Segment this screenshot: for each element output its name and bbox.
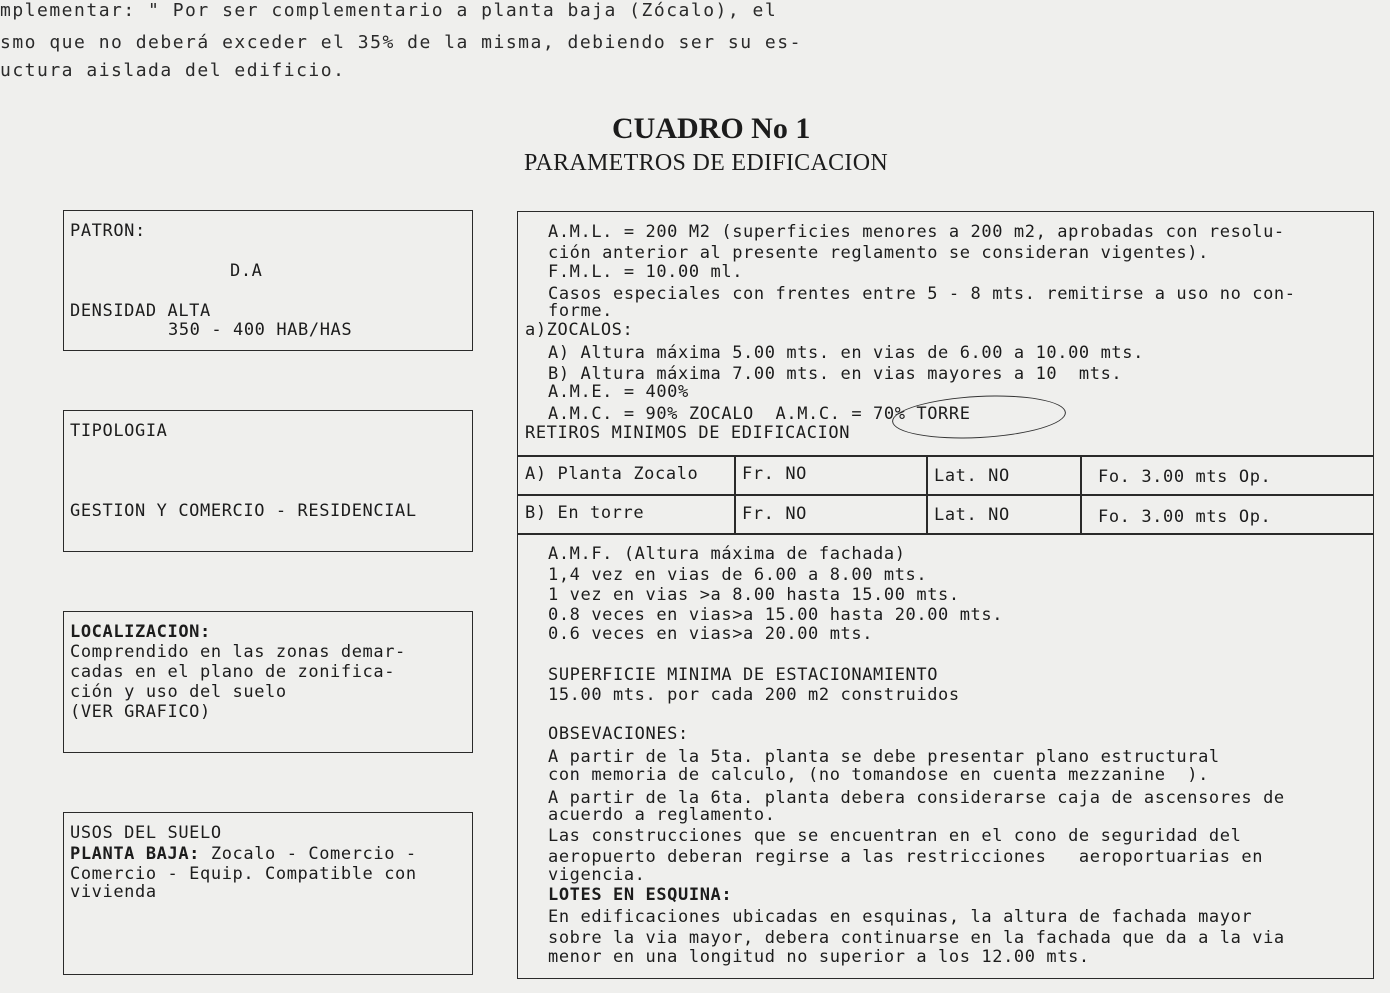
density-label: DENSIDAD ALTA (70, 301, 211, 321)
obs-line-3: A partir de la 6ta. planta debera considerarse caja de ascensores de (548, 788, 1285, 808)
usos-line-3: vivienda (70, 882, 157, 902)
amc-line: A.M.C. = 90% ZOCALO A.M.C. = 70% TORRE (548, 404, 971, 424)
table-top-border (517, 455, 1374, 457)
patron-box (63, 210, 473, 351)
amf-line-4: 0.8 veces en vias>a 15.00 hasta 20.00 mts. (548, 605, 1004, 625)
table-cell-fr-b: Fr. NO (742, 504, 808, 524)
tipologia-box (63, 410, 473, 552)
aml-line-1: A.M.L. = 200 M2 (superficies menores a 200 m2, aprobadas con resolu- (548, 222, 1285, 242)
tipologia-value: GESTION Y COMERCIO - RESIDENCIAL (70, 501, 417, 521)
lotes-label: LOTES EN ESQUINA: (548, 885, 733, 905)
intro-line-1: mplementar: " Por ser complementario a planta baja (Zócalo), el (0, 0, 778, 21)
lotes-line-3: menor en una longitud no superior a los 12.00 mts. (548, 947, 1090, 967)
ame-line: A.M.E. = 400% (548, 382, 689, 402)
intro-line-2: smo que no deberá exceder el 35% de la misma, debiendo ser su es- (0, 32, 802, 53)
usos-line-2: Comercio - Equip. Compatible con (70, 864, 417, 884)
localizacion-box (63, 611, 473, 753)
lotes-line-1: En edificaciones ubicadas en esquinas, la altura de fachada mayor (548, 907, 1253, 927)
page-title: CUADRO No 1 (612, 112, 811, 145)
table-cell-tipo-b: B) En torre (525, 503, 645, 523)
obs-line-4: acuerdo a reglamento. (548, 805, 776, 825)
patron-value: D.A (230, 261, 263, 281)
estacionamiento-label: SUPERFICIE MINIMA DE ESTACIONAMIENTO (548, 665, 939, 685)
obs-line-2: con memoria de calculo, (no tomandose en cuenta mezzanine ). (548, 765, 1209, 785)
table-cell-fr-a: Fr. NO (742, 464, 808, 484)
patron-label: PATRON: (70, 221, 146, 241)
obs-line-7: vigencia. (548, 865, 646, 885)
amf-line-3: 1 vez en vias >a 8.00 hasta 15.00 mts. (548, 585, 960, 605)
table-col-divider-2 (926, 455, 928, 533)
retiros-label: RETIROS MINIMOS DE EDIFICACION (525, 423, 851, 443)
localizacion-line-4: (VER GRAFICO) (70, 702, 211, 722)
page-subtitle: PARAMETROS DE EDIFICACION (524, 150, 888, 176)
table-col-divider-3 (1080, 455, 1082, 533)
table-cell-fo-a: Fo. 3.00 mts Op. (1098, 467, 1272, 487)
density-value: 350 - 400 HAB/HAS (168, 320, 353, 340)
table-cell-lat-a: Lat. NO (934, 466, 1010, 486)
localizacion-label: LOCALIZACION: (70, 622, 211, 642)
obs-line-1: A partir de la 5ta. planta se debe presentar plano estructural (548, 747, 1220, 767)
zocalos-label: a)ZOCALOS: (525, 320, 634, 340)
localizacion-line-1: Comprendido en las zonas demar- (70, 642, 406, 662)
fml-line: F.M.L. = 10.00 ml. (548, 262, 744, 282)
observaciones-label: OBSEVACIONES: (548, 724, 689, 744)
intro-line-3: uctura aislada del edificio. (0, 60, 346, 81)
aml-line-2: ción anterior al presente reglamento se consideran vigentes). (548, 243, 1209, 263)
amf-line-1: A.M.F. (Altura máxima de fachada) (548, 544, 906, 564)
amf-line-5: 0.6 veces en vias>a 20.00 mts. (548, 624, 874, 644)
obs-line-5: Las construcciones que se encuentran en el cono de seguridad del (548, 826, 1242, 846)
usos-box (63, 812, 473, 975)
tipologia-label: TIPOLOGIA (70, 421, 168, 441)
zocalos-line-1: A) Altura máxima 5.00 mts. en vias de 6.00 a 10.00 mts. (548, 343, 1144, 363)
table-mid-border (517, 494, 1374, 496)
amf-line-2: 1,4 vez en vias de 6.00 a 8.00 mts. (548, 565, 928, 585)
casos-line-1: Casos especiales con frentes entre 5 - 8 mts. remitirse a uso no con- (548, 284, 1296, 304)
table-bottom-border (517, 533, 1374, 535)
usos-pb-value: Zocalo - Comercio - (200, 844, 417, 864)
table-cell-lat-b: Lat. NO (934, 505, 1010, 525)
lotes-line-2: sobre la via mayor, debera continuarse en la fachada que da a la via (548, 928, 1285, 948)
casos-line-2: forme. (548, 301, 614, 321)
estacionamiento-value: 15.00 mts. por cada 200 m2 construidos (548, 685, 960, 705)
usos-pb-label: PLANTA BAJA: (70, 844, 201, 864)
localizacion-line-2: cadas en el plano de zonifica- (70, 662, 396, 682)
localizacion-line-3: ción y uso del suelo (70, 682, 287, 702)
table-cell-tipo-a: A) Planta Zocalo (525, 464, 699, 484)
zocalos-line-2: B) Altura máxima 7.00 mts. en vias mayores a 10 mts. (548, 364, 1123, 384)
usos-planta-baja (70, 844, 417, 864)
obs-line-6: aeropuerto deberan regirse a las restricciones aeroportuarias en (548, 847, 1264, 867)
table-cell-fo-b: Fo. 3.00 mts Op. (1098, 507, 1272, 527)
usos-label: USOS DEL SUELO (70, 823, 222, 843)
table-col-divider-1 (734, 455, 736, 533)
